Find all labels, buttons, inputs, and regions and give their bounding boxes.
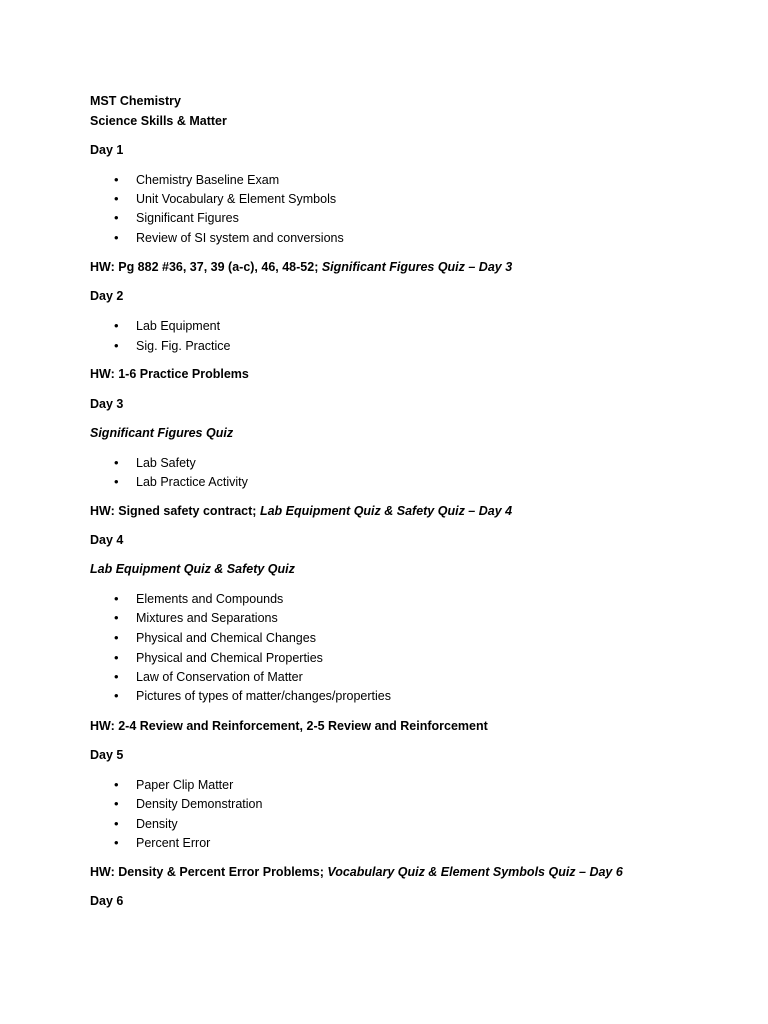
bullet-icon: [114, 816, 136, 832]
bullet-icon: [114, 630, 136, 646]
bullet-icon: [114, 688, 136, 704]
list-item: •Elements and Compounds: [114, 591, 283, 607]
document-title: MST Chemistry: [90, 94, 181, 108]
day-3-homework-quiz: Lab Equipment Quiz & Safety Quiz – Day 4: [259, 504, 513, 518]
day-1-heading: Day 1: [90, 143, 124, 157]
list-item: •Paper Clip Matter: [114, 777, 233, 793]
bullet-icon: [114, 455, 136, 471]
list-item: •Unit Vocabulary & Element Symbols: [114, 191, 336, 207]
bullet-icon: [114, 172, 136, 188]
day-3-homework: HW: Signed safety contract; Lab Equipment Quiz & Safety Quiz – Day 4: [90, 504, 513, 518]
day-4-heading: Day 4: [90, 533, 124, 547]
day-3-quiz: Significant Figures Quiz: [90, 426, 234, 440]
bullet-icon: [114, 338, 136, 354]
bullet-icon: [114, 230, 136, 246]
day-3-heading: Day 3: [90, 397, 124, 411]
bullet-icon: [114, 610, 136, 626]
list-item: •Pictures of types of matter/changes/properties: [114, 688, 391, 704]
list-item: •Sig. Fig. Practice: [114, 338, 230, 354]
list-item: •Chemistry Baseline Exam: [114, 172, 279, 188]
bullet-icon: [114, 777, 136, 793]
list-item: •Physical and Chemical Properties: [114, 650, 323, 666]
list-item: •Law of Conservation of Matter: [114, 669, 303, 685]
bullet-icon: [114, 669, 136, 685]
day-4-quiz: Lab Equipment Quiz & Safety Quiz: [90, 562, 295, 576]
bullet-icon: [114, 318, 136, 334]
bullet-icon: [114, 210, 136, 226]
day-1-homework-quiz: Significant Figures Quiz – Day 3: [321, 260, 513, 274]
day-6-heading: Day 6: [90, 894, 124, 908]
list-item: •Percent Error: [114, 835, 210, 851]
bullet-icon: [114, 835, 136, 851]
list-item: •Density Demonstration: [114, 796, 262, 812]
list-item: •Density: [114, 816, 178, 832]
day-5-heading: Day 5: [90, 748, 124, 762]
bullet-icon: [114, 796, 136, 812]
bullet-icon: [114, 474, 136, 490]
list-item: •Lab Practice Activity: [114, 474, 248, 490]
day-2-heading: Day 2: [90, 289, 124, 303]
list-item: •Physical and Chemical Changes: [114, 630, 316, 646]
list-item: •Lab Equipment: [114, 318, 220, 334]
list-item: •Mixtures and Separations: [114, 610, 278, 626]
bullet-icon: [114, 191, 136, 207]
day-5-homework-quiz: Vocabulary Quiz & Element Symbols Quiz – Day 6: [327, 865, 623, 879]
document-subtitle: Science Skills & Matter: [90, 114, 227, 128]
day-4-homework: HW: 2-4 Review and Reinforcement, 2-5 Review and Reinforcement: [90, 719, 488, 733]
bullet-icon: [114, 650, 136, 666]
list-item: •Lab Safety: [114, 455, 196, 471]
day-1-homework: HW: Pg 882 #36, 37, 39 (a-c), 46, 48-52; Significant Figures Quiz – Day 3: [90, 260, 513, 274]
bullet-icon: [114, 591, 136, 607]
list-item: •Significant Figures: [114, 210, 239, 226]
day-2-homework: HW: 1-6 Practice Problems: [90, 367, 249, 381]
list-item: •Review of SI system and conversions: [114, 230, 344, 246]
day-5-homework: HW: Density & Percent Error Problems; Vocabulary Quiz & Element Symbols Quiz – Day 6: [90, 865, 623, 879]
